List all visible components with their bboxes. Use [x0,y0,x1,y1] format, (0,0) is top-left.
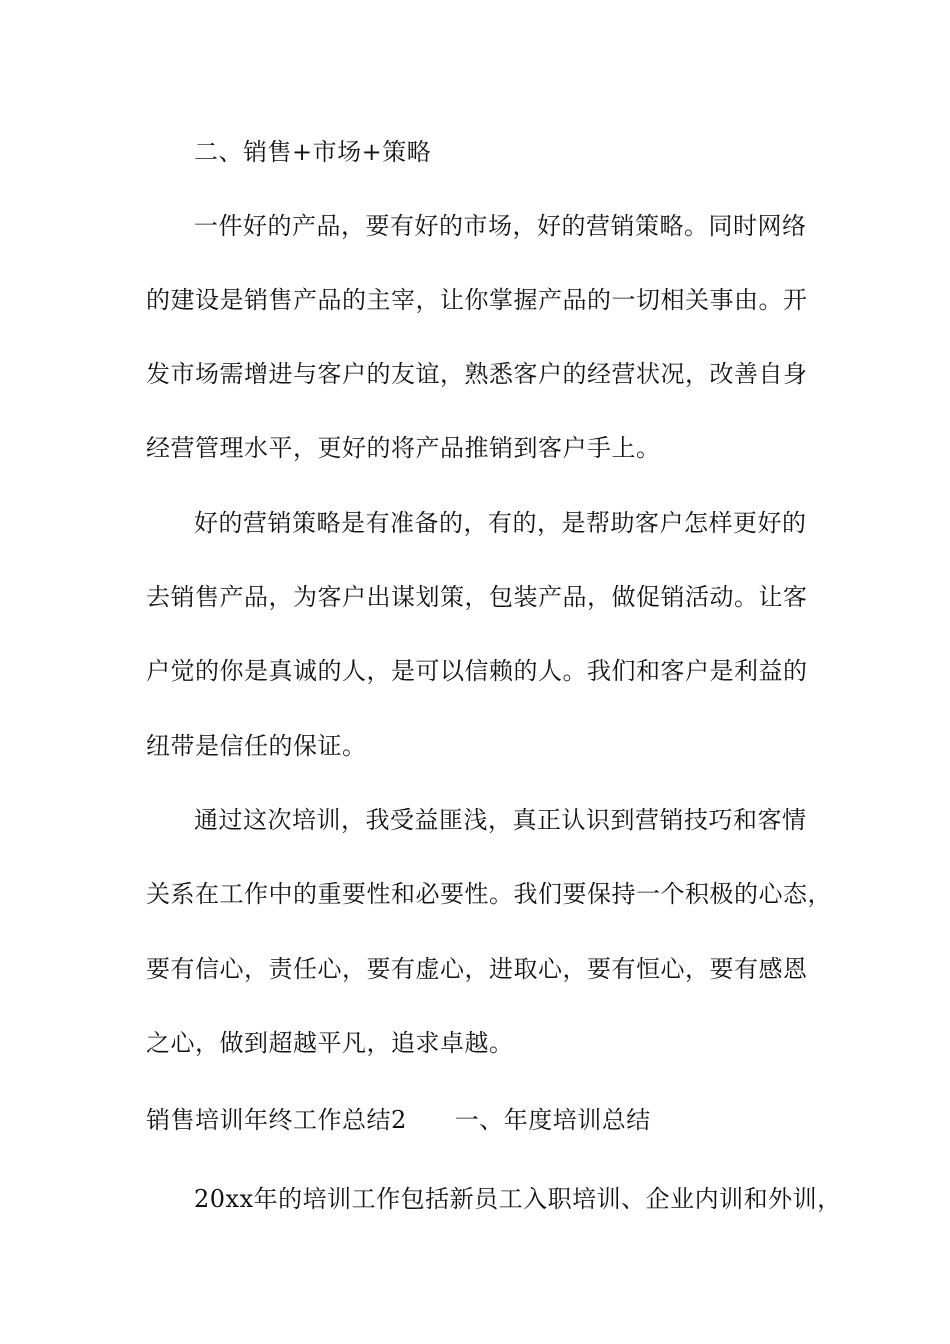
paragraph-line: 关系在工作中的重要性和必要性。我们要保持一个积极的心态， [146,880,832,908]
paragraph-line: 发市场需增进与客户的友谊，熟悉客户的经营状况，改善自身 [146,360,808,388]
paragraph-line: 户觉的你是真诚的人，是可以信赖的人。我们和客户是利益的 [146,657,808,685]
paragraph-line: 通过这次培训，我受益匪浅，真正认识到营销技巧和客情 [194,806,807,834]
paragraph-line: 一件好的产品，要有好的市场，好的营销策略。同时网络 [194,212,807,240]
paragraph-line: 的建设是销售产品的主宰，让你掌握产品的一切相关事由。开 [146,286,808,314]
paragraph-line: 去销售产品，为客户出谋划策，包装产品，做促销活动。让客 [146,583,808,611]
paragraph-line: 经营管理水平，更好的将产品推销到客户手上。 [146,434,661,462]
section-heading: 二、销售+市场+策略 [194,138,432,166]
section-subtitle: 一、年度培训总结 [454,1106,651,1134]
section-title-row [146,1105,651,1135]
paragraph-line: 要有信心，责任心，要有虚心，进取心，要有恒心，要有感恩 [146,955,808,983]
paragraph-line: 纽带是信任的保证。 [146,732,367,760]
paragraph-line: 之心，做到超越平凡，追求卓越。 [146,1029,514,1057]
paragraph-line: 好的营销策略是有准备的，有的，是帮助客户怎样更好的 [194,509,807,537]
paragraph-line: 20xx年的培训工作包括新员工入职培训、企业内训和外训， [194,1185,842,1213]
section-title: 销售培训年终工作总结2 [146,1106,407,1134]
